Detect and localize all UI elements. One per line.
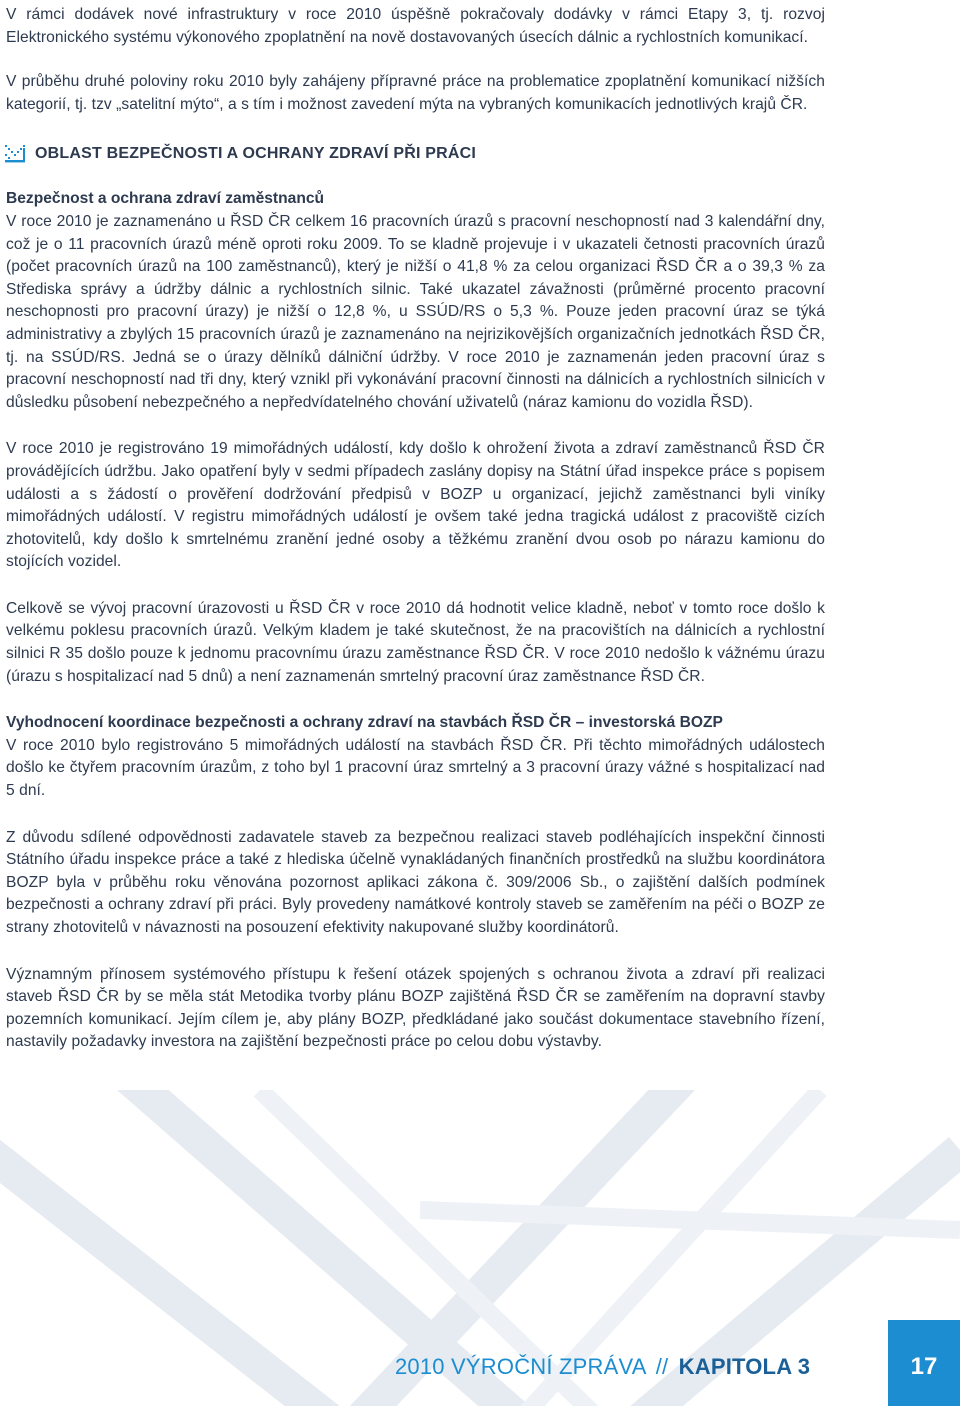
footer-label: [395, 1354, 810, 1380]
page-number: 17: [910, 1353, 938, 1380]
page-footer: [0, 1320, 960, 1406]
paragraph-construction-events: V roce 2010 bylo registrováno 5 mimořádných událostí na stavbách ŘSD ČR. Při těchto mimořádných událostech došlo ke čtyřem pracovním úrazům, z toho byl 1 pracovní úraz smrtelný a 3 pracovní úrazy vážné s hospitalizací nad 5 dní.: [6, 736, 825, 800]
main-content: [6, 4, 825, 1054]
section-heading: [4, 142, 825, 166]
paragraph-injuries-2010: V roce 2010 je zaznamenáno u ŘSD ČR celkem 16 pracovních úrazů s pracovní neschopností nad 3 kalendářní dny, což je o 11 pracovních úrazů méně oproti roku 2009. To se kladně projevuje i v ukazateli četnosti pracovních úrazů (počet pracovních úrazů na 100 zaměstnanců), který je nižší o 41,8 % za celou organizaci ŘSD ČR a o 39,3 % za Střediska správy a údržby dálnic a rychlostních silnic. Také ukazatel závažnosti (průměrné procento pracovní neschopnosti pro pracovní úrazy) je nižší o 12,8 %, u SSÚD/RS o 5,3 %. Pouze jeden pracovní úraz se týká administrativy a zbylých 15 pracovních úrazů je zaznamenáno na nejrizikovějších organizačních jednotkách ŘSD ČR, tj. na SSÚD/RS. Jedná se o úrazy dělníků dálniční údržby. V roce 2010 je zaznamenán jeden pracovní úraz s pracovní neschopností nad tři dny, který vznikl při vykonávání pracovní činnosti na dálnicích a rychlostních silnicích v důsledku působení nebezpečného a nepředvídatelného chování uživatelů (náraz kamionu do vozidla ŘSD).: [6, 212, 825, 411]
paragraph-methodology: Významným přínosem systémového přístupu k řešení otázek spojených s ochranou života a zdraví při realizaci staveb ŘSD ČR by se měla stát Metodika tvorby plánu BOZP zajištěná ŘSD ČR se zaměřením na dopravní stavby pozemních komunikací. Jejím cílem je, aby plány BOZP, předkládané jako součást dokumentace stavebního řízení, nastavily požadavky investora na zajištění bezpečnosti práce po celou dobu výstavby.: [6, 965, 825, 1051]
paragraph-shared-responsibility: Z důvodu sdílené odpovědnosti zadavatele staveb za bezpečnou realizaci staveb podléhajících inspekční činnosti Státního úřadu inspekce práce a také z hlediska účelně vynakládaných finančních prostředků na službu koordinátora BOZP byla v průběhu roku věnována pozornost aplikaci zákona č. 309/2006 Sb., o zajištění dalších podmínek bezpečnosti a ochrany zdraví při práci. Byly provedeny namátkové kontroly staveb se zaměřením na péči o BOZP ze strany zhotovitelů v návaznosti na posouzení efektivity nakupované služby koordinátorů.: [6, 828, 825, 936]
paragraph-overall-trend: Celkově se vývoj pracovní úrazovosti u ŘSD ČR v roce 2010 dá hodnotit velice kladně, neboť v tomto roce došlo k velkému poklesu pracovních úrazů. Velkým kladem je také skutečnost, že na pracovištích na dálnicích a rychlostní silnici R 35 došlo pouze k jednomu pracovnímu úrazu zaměstnance ŘSD ČR. V roce 2010 nedošlo k vážnému úrazu (úrazu s hospitalizací nad 5 dnů) a není zaznamenán smrtelný pracovní úraz zaměstnance ŘSD ČR.: [6, 599, 825, 685]
intro-paragraph-1: V rámci dodávek nové infrastruktury v roce 2010 úspěšně pokračovaly dodávky v rámci Etapy 3, tj. rozvoj Elektronického systému výkonového zpoplatnění na nově dostavovaných úsecích dálnic a rychlostních komunikací.: [6, 6, 825, 46]
check-arrow-icon: [4, 144, 26, 164]
footer-chapter: KAPITOLA 3: [678, 1354, 811, 1379]
page-number-box: [888, 1320, 960, 1406]
footer-separator: //: [655, 1354, 669, 1379]
paragraph-extraordinary-events: V roce 2010 je registrováno 19 mimořádných událostí, kdy došlo k ohrožení života a zdraví zaměstnanců ŘSD ČR provádějících údržbu. Jako opatření byly v sedmi případech zaslány dopisy na Státní úřad inspekce práce s popisem události a s žádostí o prověření dodržování předpisů v BOZP u organizací, jejichž zaměstnanci byli viníky mimořádných událostí. V registru mimořádných událostí je ovšem také jedna tragická událost z pracoviště cizích zhotovitelů, kdy došlo k smrtelnému zranění jedné osoby a těžkému zranění dvou osob po nárazu kamionu do stojících vozidel.: [6, 440, 825, 571]
section-title: OBLAST BEZPEČNOSTI A OCHRANY ZDRAVÍ PŘI PRÁCI: [35, 145, 477, 163]
subheading-employee-safety: Bezpečnost a ochrana zdraví zaměstnanců: [6, 190, 325, 208]
footer-report-title: 2010 VÝROČNÍ ZPRÁVA: [395, 1354, 646, 1379]
intro-paragraph-2: V průběhu druhé poloviny roku 2010 byly zahájeny přípravné práce na problematice zpoplatnění komunikací nižších kategorií, tj. tzv „satelitní mýto“, a s tím i možnost zavedení mýta na vybraných komunikacích jednotlivých krajů ČR.: [6, 73, 825, 113]
subheading-construction-coordination: Vyhodnocení koordinace bezpečnosti a ochrany zdraví na stavbách ŘSD ČR – investorská BOZP: [6, 714, 723, 732]
